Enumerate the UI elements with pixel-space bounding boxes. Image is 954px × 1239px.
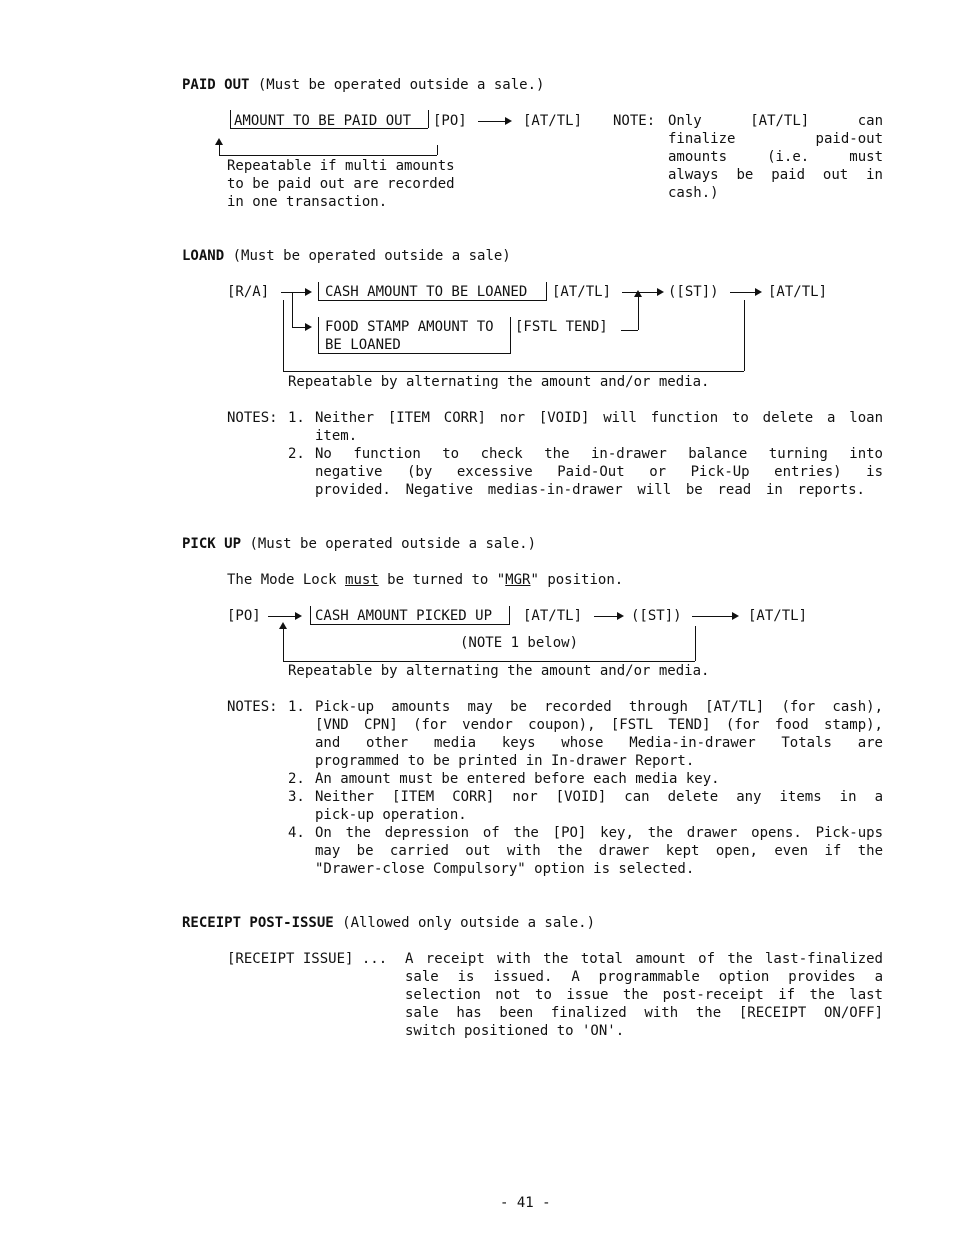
loand-repeat-right (744, 300, 745, 371)
paid-out-box-right (428, 110, 429, 128)
pick-up-note-ref: (NOTE 1 below) (460, 635, 579, 651)
paid-out-heading (182, 76, 544, 94)
pick-up-title: PICK UP (182, 536, 242, 552)
loand-food-arrow (292, 327, 310, 328)
paid-out-repeat-right (437, 145, 438, 155)
loand-note-1-line-1: Neither [ITEM CORR] nor [VOID] will function to delete a loan (315, 410, 883, 426)
pick-up-note-1-num: 1. (288, 699, 305, 715)
receipt-heading (182, 914, 595, 932)
pick-up-note-2-line-1: An amount must be entered before each media key. (315, 771, 720, 787)
loand-st-key: ([ST]) (668, 284, 719, 300)
loand-ra-key: [R/A] (227, 284, 270, 300)
receipt-line-1: A receipt with the total amount of the last-finalized (405, 951, 883, 967)
loand-food-box-1: FOOD STAMP AMOUNT TO (325, 319, 494, 335)
paid-out-repeat-3: in one transaction. (227, 194, 388, 210)
pick-up-attl-arrow (594, 616, 622, 617)
pick-up-box-right (509, 606, 510, 625)
paid-out-box-left (230, 110, 231, 128)
receipt-line-3: selection not to issue the post-receipt if the last (405, 987, 883, 1003)
pick-up-attl-final: [AT/TL] (748, 608, 808, 624)
pick-up-mode-mid: be turned to " (378, 572, 506, 588)
paid-out-repeat-2: to be paid out are recorded (227, 176, 455, 192)
pick-up-box-bottom (310, 624, 509, 625)
pick-up-note-3-line-2: pick-up operation. (315, 807, 467, 823)
pick-up-note-3-line-1: Neither [ITEM CORR] nor [VOID] can delete any items in a (315, 789, 883, 805)
pick-up-po-key: [PO] (227, 608, 261, 624)
loand-food-box-right (510, 317, 511, 354)
loand-food-box-2: BE LOANED (325, 337, 401, 353)
loand-title: LOAND (182, 248, 225, 264)
loand-note-2-num: 2. (288, 446, 305, 462)
pick-up-cash-box: CASH AMOUNT PICKED UP (315, 608, 493, 624)
loand-st-arrow (730, 292, 760, 293)
pick-up-mode-pre: The Mode Lock (227, 572, 346, 588)
paid-out-repeat-line (219, 155, 437, 156)
pick-up-note-4-line-1: On the depression of the [PO] key, the drawer opens. Pick-ups (315, 825, 883, 841)
loand-note-2-line-1: No function to check the in-drawer balance turning into (315, 446, 883, 462)
pick-up-repeat-text: Repeatable by alternating the amount and/or media. (288, 663, 710, 679)
pick-up-note-4-line-2: may be carried out with the drawer kept open, even if the (315, 843, 883, 859)
paid-out-note-5: cash.) (668, 185, 719, 201)
pick-up-repeat-arrow (283, 628, 284, 661)
loand-cash-box-bottom (318, 300, 546, 301)
paid-out-note-2: finalize paid-out (668, 131, 883, 147)
loand-cash-box-right (546, 282, 547, 301)
pick-up-note-1-line-2: [VND CPN] (for vendor coupon), [FSTL TEND] (for food stamp), (315, 717, 883, 733)
pick-up-mode-post: " position. (530, 572, 624, 588)
pick-up-note-1-line-1: Pick-up amounts may be recorded through [AT/TL] (for cash), (315, 699, 883, 715)
paid-out-subtitle: (Must be operated outside a sale.) (249, 77, 545, 93)
pick-up-box-left (310, 606, 311, 625)
paid-out-note-1: Only [AT/TL] can (668, 113, 883, 129)
loand-attl-arrow (622, 292, 662, 293)
paid-out-box-bottom (230, 128, 428, 129)
pick-up-note-1-line-4: programmed to be printed in In-drawer Report. (315, 753, 695, 769)
loand-attl-final: [AT/TL] (768, 284, 828, 300)
loand-repeat-text: Repeatable by alternating the amount and/or media. (288, 374, 710, 390)
paid-out-po-key: [PO] (433, 113, 467, 129)
pick-up-subtitle: (Must be operated outside a sale.) (241, 536, 537, 552)
pick-up-notes-label: NOTES: (227, 699, 278, 715)
loand-notes-label: NOTES: (227, 410, 278, 426)
loand-note-1-line-2: item. (315, 428, 358, 444)
loand-note-1-num: 1. (288, 410, 305, 426)
pick-up-heading (182, 535, 536, 553)
paid-out-note-label: NOTE: (613, 113, 656, 129)
loand-fstl-key: [FSTL TEND] (515, 319, 608, 335)
pick-up-mode-mgr: MGR (505, 572, 531, 588)
pick-up-mode-must: must (345, 572, 379, 588)
pick-up-note-2-num: 2. (288, 771, 305, 787)
loand-food-box-left (318, 317, 319, 354)
pick-up-note-1-line-3: and other media keys whose Media-in-drawer Totals are (315, 735, 883, 751)
loand-merge-join (621, 330, 638, 331)
paid-out-arrow (478, 121, 510, 122)
page-number: - 41 - (500, 1195, 551, 1211)
receipt-subtitle: (Allowed only outside a sale.) (333, 915, 596, 931)
loand-repeat-left (283, 300, 284, 371)
loand-merge-up (638, 296, 639, 330)
loand-attl-key: [AT/TL] (552, 284, 612, 300)
paid-out-repeat-1: Repeatable if multi amounts (227, 158, 455, 174)
loand-heading (182, 247, 511, 265)
paid-out-title: PAID OUT (182, 77, 250, 93)
loand-branch-vertical (292, 292, 293, 328)
loand-note-2-line-2: negative (by excessive Paid-Out or Pick-Up entries) is (315, 464, 883, 480)
receipt-line-4: sale has been finalized with the [RECEIPT ON/OFF] (405, 1005, 883, 1021)
pick-up-note-4-num: 4. (288, 825, 305, 841)
receipt-line-5: switch positioned to 'ON'. (405, 1023, 625, 1039)
loand-ra-arrow (281, 292, 310, 293)
receipt-line-2: sale is issued. A programmable option provides a (405, 969, 883, 985)
pick-up-note-4-line-3: "Drawer-close Compulsory" option is selected. (315, 861, 695, 877)
paid-out-note-4: always be paid out in (668, 167, 883, 183)
loand-food-box-bottom (318, 353, 510, 354)
paid-out-box-label: AMOUNT TO BE PAID OUT (234, 113, 412, 129)
loand-subtitle: (Must be operated outside a sale) (224, 248, 511, 264)
loand-note-2-line-3: provided. Negative medias-in-drawer will be read in reports. (315, 482, 865, 498)
receipt-title: RECEIPT POST-ISSUE (182, 915, 334, 931)
pick-up-attl-key: [AT/TL] (523, 608, 583, 624)
paid-out-attl-key: [AT/TL] (523, 113, 583, 129)
pick-up-mode-lock (227, 571, 623, 589)
receipt-key: [RECEIPT ISSUE] ... (227, 951, 388, 967)
pick-up-note-3-num: 3. (288, 789, 305, 805)
pick-up-st-arrow (692, 616, 737, 617)
pick-up-po-arrow (268, 616, 300, 617)
paid-out-note-3: amounts (i.e. must (668, 149, 883, 165)
pick-up-repeat-right (695, 626, 696, 661)
loand-cash-box: CASH AMOUNT TO BE LOANED (325, 284, 528, 300)
loand-cash-box-left (318, 282, 319, 301)
pick-up-st-key: ([ST]) (631, 608, 682, 624)
loand-repeat-line (283, 371, 744, 372)
paid-out-repeat-arrow (219, 144, 220, 155)
